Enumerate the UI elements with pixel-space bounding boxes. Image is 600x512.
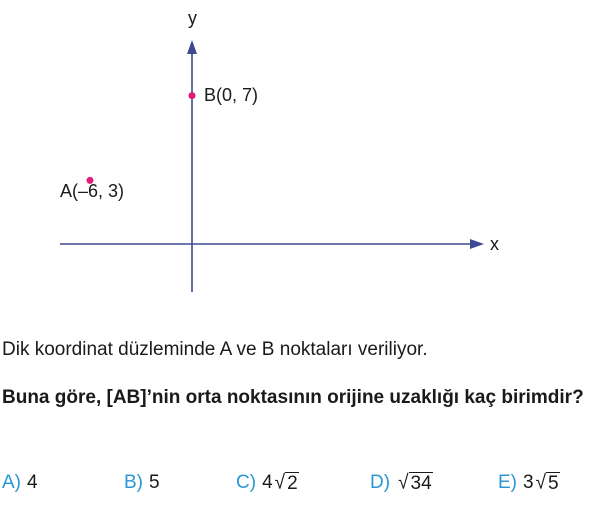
point-b-label: B(0, 7)	[204, 85, 259, 105]
y-axis-label: y	[188, 8, 197, 28]
choice-e-sqrt	[536, 472, 560, 494]
choice-b-letter: B)	[124, 472, 143, 493]
choice-a[interactable]	[2, 470, 38, 496]
choice-a-value: 4	[27, 472, 38, 493]
choice-d-letter: D)	[370, 472, 391, 493]
choice-d-sqrt	[398, 472, 433, 494]
point-b	[189, 92, 196, 99]
sqrt-icon: √	[535, 471, 547, 494]
choice-e-radicand: 5	[548, 473, 559, 494]
choice-e-value	[523, 470, 560, 496]
sqrt-icon: √	[274, 471, 286, 494]
sqrt-icon: √	[398, 471, 409, 494]
choice-e-coefficient: 3	[523, 472, 534, 493]
choice-c[interactable]	[236, 470, 299, 496]
y-axis-arrow-icon	[187, 40, 197, 54]
choice-b[interactable]	[124, 470, 160, 496]
choice-c-sqrt	[275, 472, 299, 494]
problem-question: Buna göre, [AB]’nin orta noktasının orijine uzaklığı kaç birimdir?	[2, 387, 584, 408]
choice-e[interactable]	[498, 470, 560, 496]
choice-d-radicand: 34	[410, 473, 432, 494]
choice-c-value	[262, 470, 299, 496]
x-axis-arrow-icon	[470, 239, 484, 249]
choice-c-radicand: 2	[287, 473, 298, 494]
problem-statement: Dik koordinat düzleminde A ve B noktaları veriliyor.	[2, 339, 428, 360]
point-a-label: A(–6, 3)	[60, 181, 125, 201]
choice-b-value: 5	[149, 472, 160, 493]
choice-a-letter: A)	[2, 472, 21, 493]
x-axis-label: x	[490, 234, 499, 254]
choice-d[interactable]	[370, 470, 433, 496]
choice-e-letter: E)	[498, 472, 517, 493]
choice-d-value	[396, 472, 433, 494]
choice-c-coefficient: 4	[262, 472, 273, 493]
choice-c-letter: C)	[236, 472, 257, 493]
